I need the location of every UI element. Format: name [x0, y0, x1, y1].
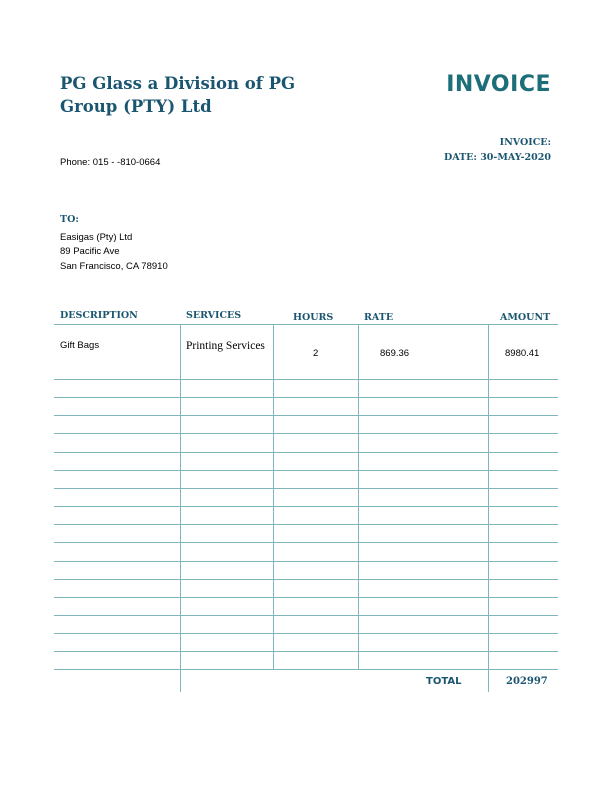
row-amount: 8980.41: [505, 348, 540, 359]
table-rule: [54, 397, 558, 398]
table-rule: [54, 452, 558, 453]
table-rule: [54, 561, 558, 562]
bill-to-label: TO:: [60, 214, 79, 225]
company-phone: Phone: 015 - -810-0664: [60, 157, 161, 168]
table-rule: [54, 506, 558, 507]
column-divider: [358, 324, 359, 669]
table-rule: [54, 470, 558, 471]
row-description: Gift Bags: [60, 340, 100, 351]
header-services: SERVICES: [186, 310, 242, 321]
table-rule: [54, 669, 558, 670]
header-amount: AMOUNT: [500, 312, 551, 323]
column-divider: [180, 324, 181, 692]
header-rate: RATE: [364, 312, 394, 323]
bill-to-city: San Francisco, CA 78910: [60, 261, 168, 272]
table-rule: [54, 524, 558, 525]
table-rule: [54, 633, 558, 634]
row-hours: 2: [313, 348, 319, 359]
header-description: DESCRIPTION: [60, 310, 138, 321]
total-label: TOTAL: [426, 676, 462, 687]
table-rule: [54, 615, 558, 616]
table-rule: [54, 651, 558, 652]
table-rule: [54, 488, 558, 489]
invoice-date: DATE: 30-MAY-2020: [443, 152, 551, 163]
table-rule: [54, 415, 558, 416]
invoice-number-label: INVOICE:: [499, 137, 551, 148]
invoice-title: INVOICE: [446, 72, 551, 97]
table-rule: [54, 379, 558, 380]
table-rule: [54, 433, 558, 434]
column-divider: [488, 324, 489, 692]
column-divider: [273, 324, 274, 669]
row-services: Printing Services: [186, 340, 265, 352]
table-rule: [54, 324, 558, 325]
table-rule: [54, 542, 558, 543]
header-hours: HOURS: [293, 312, 334, 323]
total-value: 202997: [506, 676, 548, 687]
table-rule: [54, 597, 558, 598]
bill-to-name: Easigas (Pty) Ltd: [60, 232, 133, 243]
row-rate: 869.36: [380, 348, 410, 359]
table-rule: [54, 579, 558, 580]
bill-to-street: 89 Pacific Ave: [60, 246, 120, 257]
company-name: PG Glass a Division of PG Group (PTY) Ltd: [60, 74, 296, 116]
